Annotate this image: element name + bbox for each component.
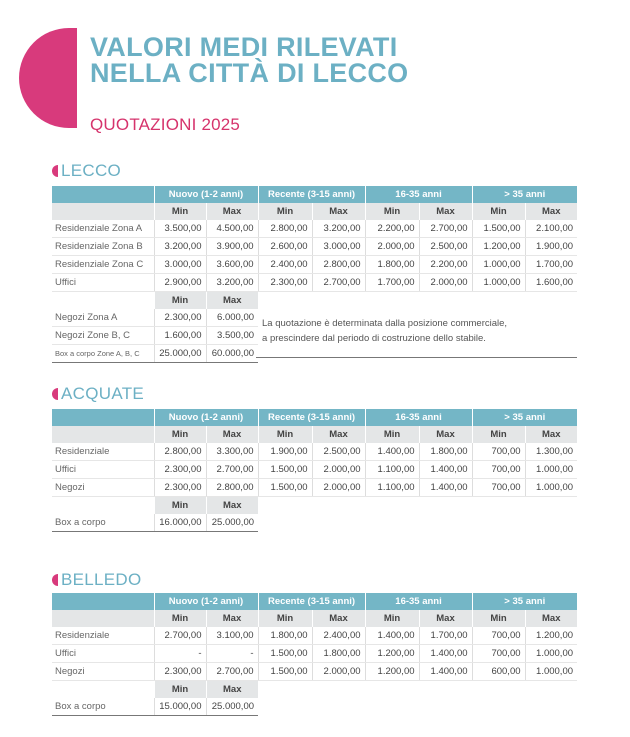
- value-cell: 1.700,00: [525, 256, 577, 274]
- value-cell: 2.200,00: [419, 256, 472, 274]
- min-header: Min: [365, 203, 419, 220]
- value-cell: 2.300,00: [258, 274, 312, 292]
- value-cell: 2.800,00: [258, 220, 312, 238]
- max-header: Max: [312, 426, 365, 443]
- max-header: Max: [312, 203, 365, 220]
- row-label: Residenziale: [52, 443, 154, 461]
- section-title-text: ACQUATE: [61, 384, 145, 403]
- value-cell: 2.300,00: [154, 309, 206, 327]
- value-cell: 60.000,00: [206, 345, 258, 363]
- value-cell: 3.500,00: [154, 220, 206, 238]
- value-cell: 1.600,00: [525, 274, 577, 292]
- note-line-1: La quotazione è determinata dalla posizione commerciale,: [262, 318, 508, 329]
- value-cell: 1.800,00: [419, 443, 472, 461]
- max-header: Max: [419, 426, 472, 443]
- value-cell: 2.700,00: [206, 663, 258, 681]
- value-cell: 1.900,00: [258, 443, 312, 461]
- table-row: [52, 479, 577, 497]
- mini-subheader-row: [52, 497, 577, 515]
- row-label: Residenziale Zona B: [52, 238, 154, 256]
- subheader-blank-cell: [52, 203, 154, 220]
- empty-cell: [258, 681, 577, 699]
- section-marker-icon: [52, 574, 58, 586]
- value-cell: 25.000,00: [206, 514, 258, 532]
- max-header: Max: [206, 292, 258, 310]
- table-lecco: [52, 186, 577, 363]
- value-cell: 2.000,00: [312, 663, 365, 681]
- value-cell: 1.500,00: [258, 479, 312, 497]
- empty-cell: [52, 681, 154, 699]
- empty-cell: [258, 698, 577, 716]
- max-header: Max: [206, 497, 258, 515]
- table-belledo: [52, 593, 577, 716]
- section-title-acquate: [52, 384, 144, 404]
- value-cell: 1.400,00: [419, 461, 472, 479]
- min-header: Min: [365, 610, 419, 627]
- header-16-35: 16-35 anni: [365, 186, 472, 203]
- max-header: Max: [419, 610, 472, 627]
- min-header: Min: [365, 426, 419, 443]
- table-subheader-row: [52, 426, 577, 443]
- min-header: Min: [154, 292, 206, 310]
- value-cell: 2.300,00: [154, 461, 206, 479]
- header-nuovo: Nuovo (1-2 anni): [154, 186, 258, 203]
- pink-half-circle-logo: [19, 28, 77, 128]
- header-35plus: > 35 anni: [472, 593, 577, 610]
- value-cell: 1.000,00: [525, 645, 577, 663]
- header-recente: Recente (3-15 anni): [258, 593, 365, 610]
- table-header-row: [52, 186, 577, 203]
- value-cell: 1.500,00: [258, 461, 312, 479]
- value-cell: 2.600,00: [258, 238, 312, 256]
- value-cell: 2.500,00: [312, 443, 365, 461]
- min-header: Min: [154, 610, 206, 627]
- table-header-row: [52, 409, 577, 426]
- value-cell: 3.600,00: [206, 256, 258, 274]
- header-blank-cell: [52, 409, 154, 426]
- value-cell: 4.500,00: [206, 220, 258, 238]
- value-cell: 1.700,00: [419, 627, 472, 645]
- title-line-1: VALORI MEDI RILEVATI: [90, 32, 398, 62]
- value-cell: 1.400,00: [419, 663, 472, 681]
- table-row: [52, 627, 577, 645]
- row-label: Box a corpo: [52, 698, 154, 716]
- value-cell: 2.300,00: [154, 479, 206, 497]
- value-cell: 2.000,00: [365, 238, 419, 256]
- section-marker-icon: [52, 388, 58, 400]
- value-cell: 2.200,00: [365, 220, 419, 238]
- header-16-35: 16-35 anni: [365, 409, 472, 426]
- min-header: Min: [154, 497, 206, 515]
- value-cell: 1.500,00: [258, 663, 312, 681]
- header-recente: Recente (3-15 anni): [258, 409, 365, 426]
- header-recente: Recente (3-15 anni): [258, 186, 365, 203]
- max-header: Max: [206, 426, 258, 443]
- value-cell: 700,00: [472, 443, 525, 461]
- value-cell: 1.500,00: [472, 220, 525, 238]
- value-cell: 1.000,00: [472, 274, 525, 292]
- value-cell: 3.000,00: [154, 256, 206, 274]
- empty-cell: [52, 292, 154, 310]
- value-cell: 700,00: [472, 627, 525, 645]
- table-subheader-row: [52, 203, 577, 220]
- max-header: Max: [525, 203, 577, 220]
- value-cell: 1.500,00: [258, 645, 312, 663]
- row-label: Negozi: [52, 663, 154, 681]
- value-cell: 2.400,00: [312, 627, 365, 645]
- value-cell: 1.100,00: [365, 479, 419, 497]
- value-cell: 16.000,00: [154, 514, 206, 532]
- row-label: Uffici: [52, 461, 154, 479]
- row-label: Negozi: [52, 479, 154, 497]
- value-cell: 3.200,00: [312, 220, 365, 238]
- section-title-text: BELLEDO: [61, 570, 142, 589]
- row-label: Box a corpo: [52, 514, 154, 532]
- max-header: Max: [206, 610, 258, 627]
- value-cell: 2.300,00: [154, 663, 206, 681]
- header-blank-cell: [52, 593, 154, 610]
- subheader-blank-cell: [52, 610, 154, 627]
- min-header: Min: [154, 426, 206, 443]
- table-row: [52, 645, 577, 663]
- page-title: [90, 34, 408, 86]
- table-row: [52, 274, 577, 292]
- table-row: [52, 220, 577, 238]
- value-cell: 2.900,00: [154, 274, 206, 292]
- value-cell: 1.200,00: [525, 627, 577, 645]
- table-header-row: [52, 593, 577, 610]
- max-header: Max: [419, 203, 472, 220]
- min-header: Min: [258, 203, 312, 220]
- row-label: Residenziale: [52, 627, 154, 645]
- row-label: Negozi Zona A: [52, 309, 154, 327]
- value-cell: 25.000,00: [154, 345, 206, 363]
- value-cell: 2.700,00: [154, 627, 206, 645]
- max-header: Max: [206, 203, 258, 220]
- value-cell: -: [206, 645, 258, 663]
- value-cell: 2.100,00: [525, 220, 577, 238]
- value-cell: 3.000,00: [312, 238, 365, 256]
- value-cell: 1.400,00: [419, 479, 472, 497]
- value-cell: 1.300,00: [525, 443, 577, 461]
- max-header: Max: [525, 610, 577, 627]
- value-cell: 2.500,00: [419, 238, 472, 256]
- table-row: [52, 238, 577, 256]
- value-cell: 1.800,00: [365, 256, 419, 274]
- max-header: Max: [525, 426, 577, 443]
- value-cell: 1.400,00: [365, 627, 419, 645]
- row-label: Box a corpo Zone A, B, C: [52, 345, 154, 363]
- value-cell: 1.700,00: [365, 274, 419, 292]
- value-cell: 6.000,00: [206, 309, 258, 327]
- value-cell: 3.200,00: [154, 238, 206, 256]
- table-subheader-row: [52, 610, 577, 627]
- value-cell: 700,00: [472, 645, 525, 663]
- value-cell: 1.800,00: [312, 645, 365, 663]
- table-row: [52, 256, 577, 274]
- value-cell: 1.200,00: [472, 238, 525, 256]
- value-cell: 2.800,00: [206, 479, 258, 497]
- min-header: Min: [472, 203, 525, 220]
- max-header: Max: [312, 610, 365, 627]
- empty-cell: [258, 497, 577, 515]
- section-title-text: LECCO: [61, 161, 122, 180]
- row-label: Residenziale Zona C: [52, 256, 154, 274]
- value-cell: 15.000,00: [154, 698, 206, 716]
- value-cell: 1.400,00: [419, 645, 472, 663]
- header-nuovo: Nuovo (1-2 anni): [154, 409, 258, 426]
- min-header: Min: [472, 610, 525, 627]
- value-cell: 2.700,00: [206, 461, 258, 479]
- value-cell: 1.600,00: [154, 327, 206, 345]
- value-cell: 2.800,00: [154, 443, 206, 461]
- value-cell: 1.800,00: [258, 627, 312, 645]
- title-line-2: NELLA CITTÀ DI LECCO: [90, 58, 409, 88]
- header-16-35: 16-35 anni: [365, 593, 472, 610]
- value-cell: 1.000,00: [525, 663, 577, 681]
- value-cell: -: [154, 645, 206, 663]
- empty-cell: [258, 514, 577, 532]
- value-cell: 1.200,00: [365, 645, 419, 663]
- value-cell: 1.400,00: [365, 443, 419, 461]
- value-cell: 3.500,00: [206, 327, 258, 345]
- row-label: Residenziale Zona A: [52, 220, 154, 238]
- table-row: [52, 443, 577, 461]
- header-nuovo: Nuovo (1-2 anni): [154, 593, 258, 610]
- value-cell: 3.200,00: [206, 274, 258, 292]
- max-header: Max: [206, 681, 258, 699]
- value-cell: 2.400,00: [258, 256, 312, 274]
- row-label: Uffici: [52, 645, 154, 663]
- value-cell: 2.700,00: [419, 220, 472, 238]
- value-cell: 1.000,00: [525, 461, 577, 479]
- mini-subheader-row: [52, 292, 577, 310]
- table-row: [52, 461, 577, 479]
- page-subtitle: QUOTAZIONI 2025: [90, 115, 241, 134]
- table-bottom-rule: [256, 357, 577, 358]
- value-cell: 2.000,00: [419, 274, 472, 292]
- value-cell: 2.800,00: [312, 256, 365, 274]
- note-line-2: a prescindere dal periodo di costruzione dello stabile.: [262, 333, 486, 344]
- value-cell: 1.100,00: [365, 461, 419, 479]
- row-label: Negozi Zone B, C: [52, 327, 154, 345]
- value-cell: 700,00: [472, 479, 525, 497]
- header-blank-cell: [52, 186, 154, 203]
- value-cell: 600,00: [472, 663, 525, 681]
- table-acquate: [52, 409, 577, 532]
- min-header: Min: [258, 426, 312, 443]
- min-header: Min: [154, 681, 206, 699]
- min-header: Min: [472, 426, 525, 443]
- table-row: [52, 698, 577, 716]
- value-cell: 3.300,00: [206, 443, 258, 461]
- value-cell: 2.700,00: [312, 274, 365, 292]
- value-cell: 3.100,00: [206, 627, 258, 645]
- table-row: [52, 663, 577, 681]
- header-35plus: > 35 anni: [472, 186, 577, 203]
- value-cell: 3.900,00: [206, 238, 258, 256]
- section-title-lecco: [52, 161, 121, 181]
- value-cell: 25.000,00: [206, 698, 258, 716]
- row-label: Uffici: [52, 274, 154, 292]
- value-cell: 2.000,00: [312, 461, 365, 479]
- min-header: Min: [258, 610, 312, 627]
- value-cell: 1.000,00: [472, 256, 525, 274]
- header-35plus: > 35 anni: [472, 409, 577, 426]
- min-header: Min: [154, 203, 206, 220]
- table-row: [52, 514, 577, 532]
- value-cell: 1.000,00: [525, 479, 577, 497]
- note-commerciale: [258, 292, 577, 363]
- mini-subheader-row: [52, 681, 577, 699]
- value-cell: 1.900,00: [525, 238, 577, 256]
- section-marker-icon: [52, 165, 58, 177]
- section-title-belledo: [52, 570, 142, 590]
- empty-cell: [52, 497, 154, 515]
- value-cell: 700,00: [472, 461, 525, 479]
- subheader-blank-cell: [52, 426, 154, 443]
- value-cell: 1.200,00: [365, 663, 419, 681]
- value-cell: 2.000,00: [312, 479, 365, 497]
